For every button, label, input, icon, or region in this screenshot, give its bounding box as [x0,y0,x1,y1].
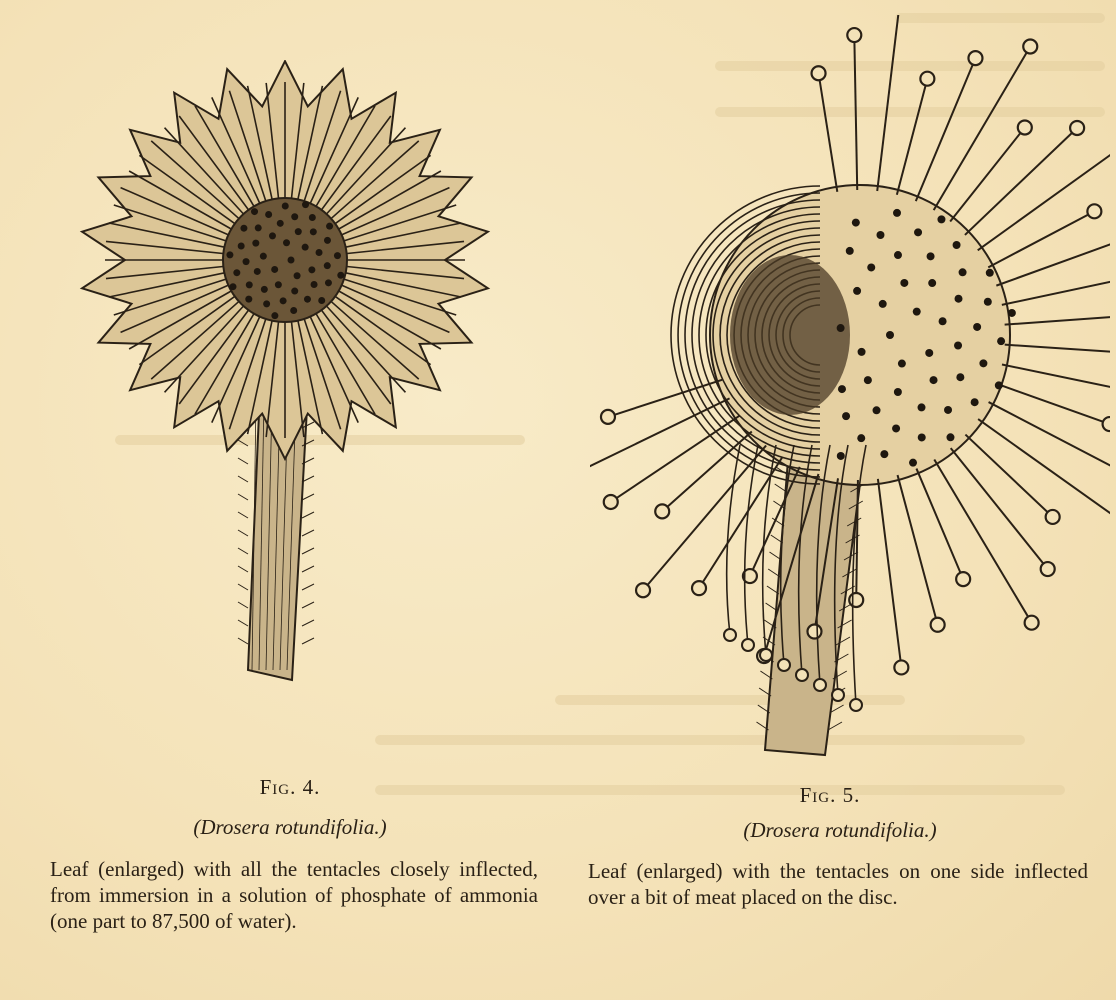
figure-species-name: (Drosera rotundifolia.) [743,818,937,842]
tentacle-gland [796,669,808,681]
drosera-leaf-meat-illustration [590,15,1110,765]
tentacle-gland [847,28,861,42]
tentacle-gland [931,618,945,632]
tentacle-gland [692,581,706,595]
tentacle-gland [894,660,908,674]
tentacle-gland [655,504,669,518]
meat-fragment [730,255,850,415]
figure-species-name: (Drosera rotundifolia.) [193,815,387,839]
tentacle-gland [1023,39,1037,53]
tentacle-gland [742,639,754,651]
figure-label: Fig. 5. [799,783,861,807]
figure-caption: Leaf (enlarged) with the tentacles on one side inflected over a bit of meat placed on the disc. [588,859,1088,909]
tentacle-gland [849,593,863,607]
tentacle-gland [1087,204,1101,218]
tentacle-gland [1025,616,1039,630]
tentacle-gland [760,649,772,661]
tentacle-gland [1046,510,1060,524]
tentacle-gland [812,66,826,80]
tentacle-gland [832,689,844,701]
tentacle-gland [1103,417,1110,431]
tentacle-gland [604,495,618,509]
tentacle-gland [807,625,821,639]
tentacle-gland [601,410,615,424]
tentacle-gland [1018,120,1032,134]
tentacle-gland [778,659,790,671]
tentacle-gland [1041,562,1055,576]
tentacle-gland [968,51,982,65]
figure-label: Fig. 4. [259,775,321,799]
tentacle-gland [850,699,862,711]
tentacle-gland [920,72,934,86]
tentacle-gland [636,583,650,597]
drosera-leaf-inflected-illustration [70,60,510,690]
tentacle-gland [724,629,736,641]
tentacle-gland [814,679,826,691]
tentacle-gland [1070,121,1084,135]
tentacle-gland [956,572,970,586]
figure-caption: Leaf (enlarged) with all the tentacles closely inflected, from immersion in a solution of phosphate of ammonia (one part to 87,500 of water). [50,857,538,933]
